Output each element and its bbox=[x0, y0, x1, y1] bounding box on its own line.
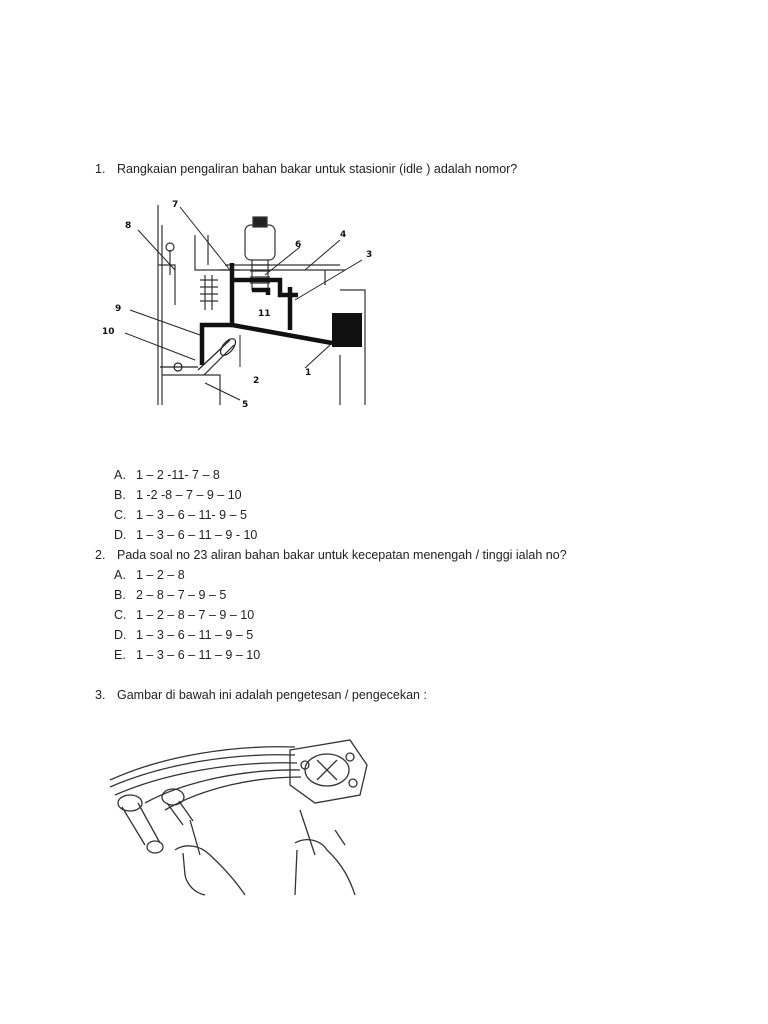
label-3: 3 bbox=[366, 250, 373, 260]
option-letter: A. bbox=[114, 568, 126, 582]
label-7: 7 bbox=[172, 200, 179, 210]
option-text: 1 – 2 -11- 7 – 8 bbox=[136, 468, 220, 482]
option-b bbox=[114, 485, 257, 505]
option-text: 1 – 2 – 8 bbox=[136, 568, 185, 582]
ignition-wire-test-illustration bbox=[105, 725, 375, 900]
question-1-options bbox=[114, 465, 257, 545]
option-letter: B. bbox=[114, 488, 126, 502]
label-9: 9 bbox=[115, 304, 122, 314]
option-letter: E. bbox=[114, 648, 126, 662]
option-text: 1 -2 -8 – 7 – 9 – 10 bbox=[136, 488, 242, 502]
question-text: Gambar di bawah ini adalah pengetesan / pengecekan : bbox=[117, 688, 427, 702]
label-4: 4 bbox=[340, 230, 347, 240]
option-letter: A. bbox=[114, 468, 126, 482]
option-text: 2 – 8 – 7 – 9 – 5 bbox=[136, 588, 227, 602]
option-letter: B. bbox=[114, 588, 126, 602]
option-letter: C. bbox=[114, 508, 127, 522]
question-1 bbox=[95, 161, 517, 177]
question-2 bbox=[95, 547, 567, 563]
option-text: 1 – 3 – 6 – 11 – 9 – 10 bbox=[136, 648, 261, 662]
option-letter: D. bbox=[114, 528, 127, 542]
label-10: 10 bbox=[102, 327, 115, 337]
label-5: 5 bbox=[242, 400, 249, 410]
question-number: 3. bbox=[95, 688, 106, 702]
question-text: Rangkaian pengaliran bahan bakar untuk stasionir (idle ) adalah nomor? bbox=[117, 162, 518, 176]
option-text: 1 – 3 – 6 – 11 – 9 – 5 bbox=[136, 628, 254, 642]
option-text: 1 – 2 – 8 – 7 – 9 – 10 bbox=[136, 608, 255, 622]
option-e bbox=[114, 645, 260, 665]
question-number: 2. bbox=[95, 548, 106, 562]
question-3 bbox=[95, 687, 427, 703]
option-letter: D. bbox=[114, 628, 127, 642]
option-text: 1 – 3 – 6 – 11 – 9 - 10 bbox=[136, 528, 258, 542]
label-1: 1 bbox=[305, 368, 312, 378]
option-c bbox=[114, 605, 260, 625]
option-a bbox=[114, 565, 260, 585]
label-6: 6 bbox=[295, 240, 302, 250]
option-d bbox=[114, 525, 257, 545]
label-2: 2 bbox=[253, 376, 260, 386]
question-number: 1. bbox=[95, 162, 106, 176]
question-2-options bbox=[114, 565, 260, 665]
option-c bbox=[114, 505, 257, 525]
option-a bbox=[114, 465, 257, 485]
option-text: 1 – 3 – 6 – 11- 9 – 5 bbox=[136, 508, 247, 522]
label-8: 8 bbox=[125, 221, 132, 231]
option-letter: C. bbox=[114, 608, 127, 622]
question-text: Pada soal no 23 aliran bahan bakar untuk kecepatan menengah / tinggi ialah no? bbox=[117, 548, 567, 562]
label-11: 11 bbox=[258, 309, 271, 319]
carburetor-diagram bbox=[100, 195, 380, 410]
option-b bbox=[114, 585, 260, 605]
option-d bbox=[114, 625, 260, 645]
